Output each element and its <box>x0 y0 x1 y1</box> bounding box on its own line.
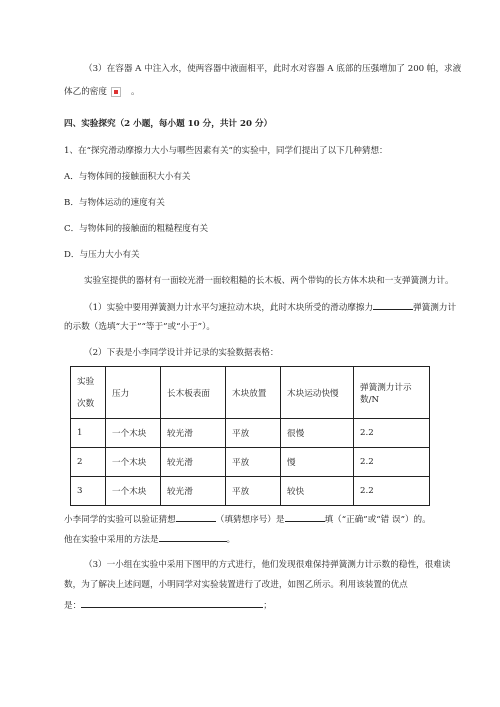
method-line <box>64 532 235 545</box>
question-1-stem: 1、在“探究滑动摩擦力大小与哪些因素有关”的实验中，同学们提出了以下几种猜想： <box>64 146 388 156</box>
header-block-placement: 木块放置 <box>226 367 281 419</box>
part3-line-3 <box>64 598 272 611</box>
table-cell: 2 <box>71 448 106 477</box>
hypothesis-number-blank[interactable] <box>176 512 216 522</box>
after-table-text-b: （填猜想序号）是 <box>215 515 285 525</box>
table-cell: 较快 <box>281 477 354 506</box>
part1-answer-blank[interactable] <box>373 300 413 310</box>
materials-text: 实验室提供的器材有一面较光滑一面较粗糙的长木板、两个带钩的长方体木块和一支弹簧测力计。 <box>84 276 454 286</box>
header-trial-number: 实验 次数 <box>71 367 106 419</box>
part3-end: ； <box>263 601 272 611</box>
option-b: B．与物体运动的速度有关 <box>64 198 165 208</box>
table-cell: 平放 <box>226 477 281 506</box>
experiment-data-table <box>70 366 430 506</box>
table-cell: 2.2 <box>354 419 430 448</box>
table-row <box>71 448 430 477</box>
header-spring-scale-reading: 弹簧测力计示数/N <box>354 367 430 419</box>
after-table-text-c: 填（“正确”或“错 误”）的。 <box>324 515 431 525</box>
after-table-text-a: 小李同学的实验可以验证猜想 <box>64 515 176 525</box>
q3-line-1: （3）在容器 A 中注入水，使两容器中液面相平，此时水对容器 A 底部的压强增加了 200 帕，求液 <box>84 64 462 74</box>
after-table-line <box>64 512 431 525</box>
table-cell: 2.2 <box>354 477 430 506</box>
table-row <box>71 419 430 448</box>
table-cell: 2.2 <box>354 448 430 477</box>
table-header-row <box>71 367 430 419</box>
method-blank[interactable] <box>159 532 227 542</box>
option-c: C．与物体间的接触面的粗糙程度有关 <box>64 224 209 234</box>
table-cell: 较光滑 <box>161 419 226 448</box>
table-row <box>71 477 430 506</box>
part2-intro: （2）下表是小李同学设计并记录的实验数据表格： <box>84 348 279 358</box>
option-a: A．与物体间的接触面积大小有关 <box>64 172 191 182</box>
table-cell: 1 <box>71 419 106 448</box>
method-text: 他在实验中采用的方法是 <box>64 535 159 545</box>
header-block-speed: 木块运动快慢 <box>281 367 354 419</box>
part3-line-1: （3）一小组在实验中采用下图甲的方式进行，他们发现很难保持弹簧测力计示数的稳性，很难读 <box>84 560 451 570</box>
option-d: D．与压力大小有关 <box>64 250 140 260</box>
q3-line-2-end: 。 <box>130 87 140 97</box>
table-cell: 慢 <box>281 448 354 477</box>
section-heading: 四、实验探究（2 小题，每小题 10 分，共计 20 分） <box>64 119 273 129</box>
q3-line-2-text: 体乙的密度 <box>64 87 107 97</box>
header-pressure: 压力 <box>106 367 161 419</box>
table-cell: 一个木块 <box>106 448 161 477</box>
method-end: 。 <box>226 535 236 545</box>
table-cell: 平放 <box>226 419 281 448</box>
part1-line-2: 的示数（选填“大于”“等于”或“小于”）。 <box>64 322 215 332</box>
table-cell: 较光滑 <box>161 477 226 506</box>
part1-line-1 <box>84 300 456 313</box>
part3-text: 是： <box>64 601 82 611</box>
part1-text-b: 弹簧测力计 <box>413 303 457 313</box>
table-cell: 3 <box>71 477 106 506</box>
table-cell: 很慢 <box>281 419 354 448</box>
table-cell: 平放 <box>226 448 281 477</box>
table-cell: 一个木块 <box>106 419 161 448</box>
part1-text-a: （1）实验中要用弹簧测力计水平匀速拉动木块，此时木块所受的滑动摩擦力 <box>84 303 374 313</box>
table-cell: 一个木块 <box>106 477 161 506</box>
table-cell: 较光滑 <box>161 448 226 477</box>
q3-line-2 <box>64 85 140 97</box>
part3-line-2: 数，为了解决上述问题，小明同学对实验装置进行了改进，如图乙所示。利用该装置的优点 <box>64 580 408 590</box>
advantage-blank[interactable] <box>81 598 263 608</box>
broken-image-icon <box>111 87 121 97</box>
header-board-surface: 长木板表面 <box>161 367 226 419</box>
correctness-blank[interactable] <box>285 512 325 522</box>
